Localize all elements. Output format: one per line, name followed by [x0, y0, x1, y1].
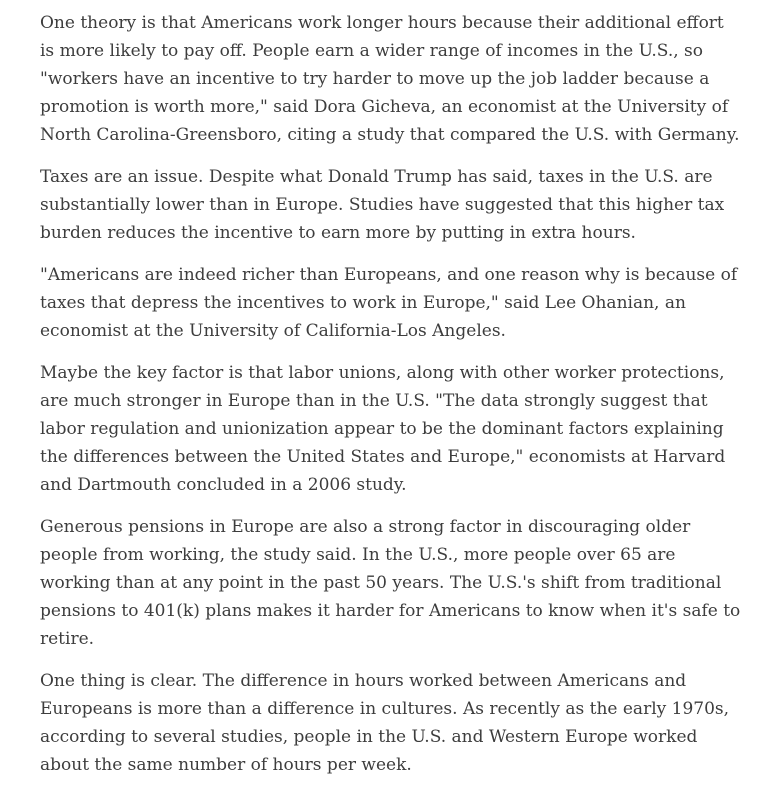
paragraph-ohanian-quote: "Americans are indeed richer than Europeans, and one reason why is because of taxes that depress the incentives to work in Europe," said Lee Ohanian, an economist at the University of California-Los Angeles. [40, 265, 738, 341]
paragraph-taxes: Taxes are an issue. Despite what Donald Trump has said, taxes in the U.S. are substantially lower than in Europe. Studies have suggested that this higher tax burden reduces the incentive to earn more by putting in extra hours. [40, 167, 725, 243]
paragraph-conclusion: One thing is clear. The difference in hours worked between Americans and Europeans is more than a difference in cultures. As recently as the early 1970s, according to several studies, people in the U.S. and Western Europe worked about the same number of hours per week. [40, 671, 730, 775]
paragraph-pensions: Generous pensions in Europe are also a strong factor in discouraging older people from working, the study said. In the U.S., more people over 65 are working than at any point in the past 50 years. The U.S.'s shift from traditional pensions to 401(k) plans makes it harder for Americans to know when it's safe to retire. [40, 517, 741, 649]
paragraph-labor-unions: Maybe the key factor is that labor unions, along with other worker protections, are much stronger in Europe than in the U.S. "The data strongly suggest that labor regulation and unionization appear to be the dominant factors explaining the differences between the United States and Europe," economists at Harvard and Dartmouth concluded in a 2006 study. [40, 363, 726, 495]
paragraph-theory-incomes: One theory is that Americans work longer hours because their additional effort is more likely to pay off. People earn a wider range of incomes in the U.S., so "workers have an incentive to try harder to move up the job ladder because a promotion is worth more," said Dora Gicheva, an economist at the University of North Carolina-Greensboro, citing a study that compared the U.S. with Germany. [40, 13, 740, 145]
